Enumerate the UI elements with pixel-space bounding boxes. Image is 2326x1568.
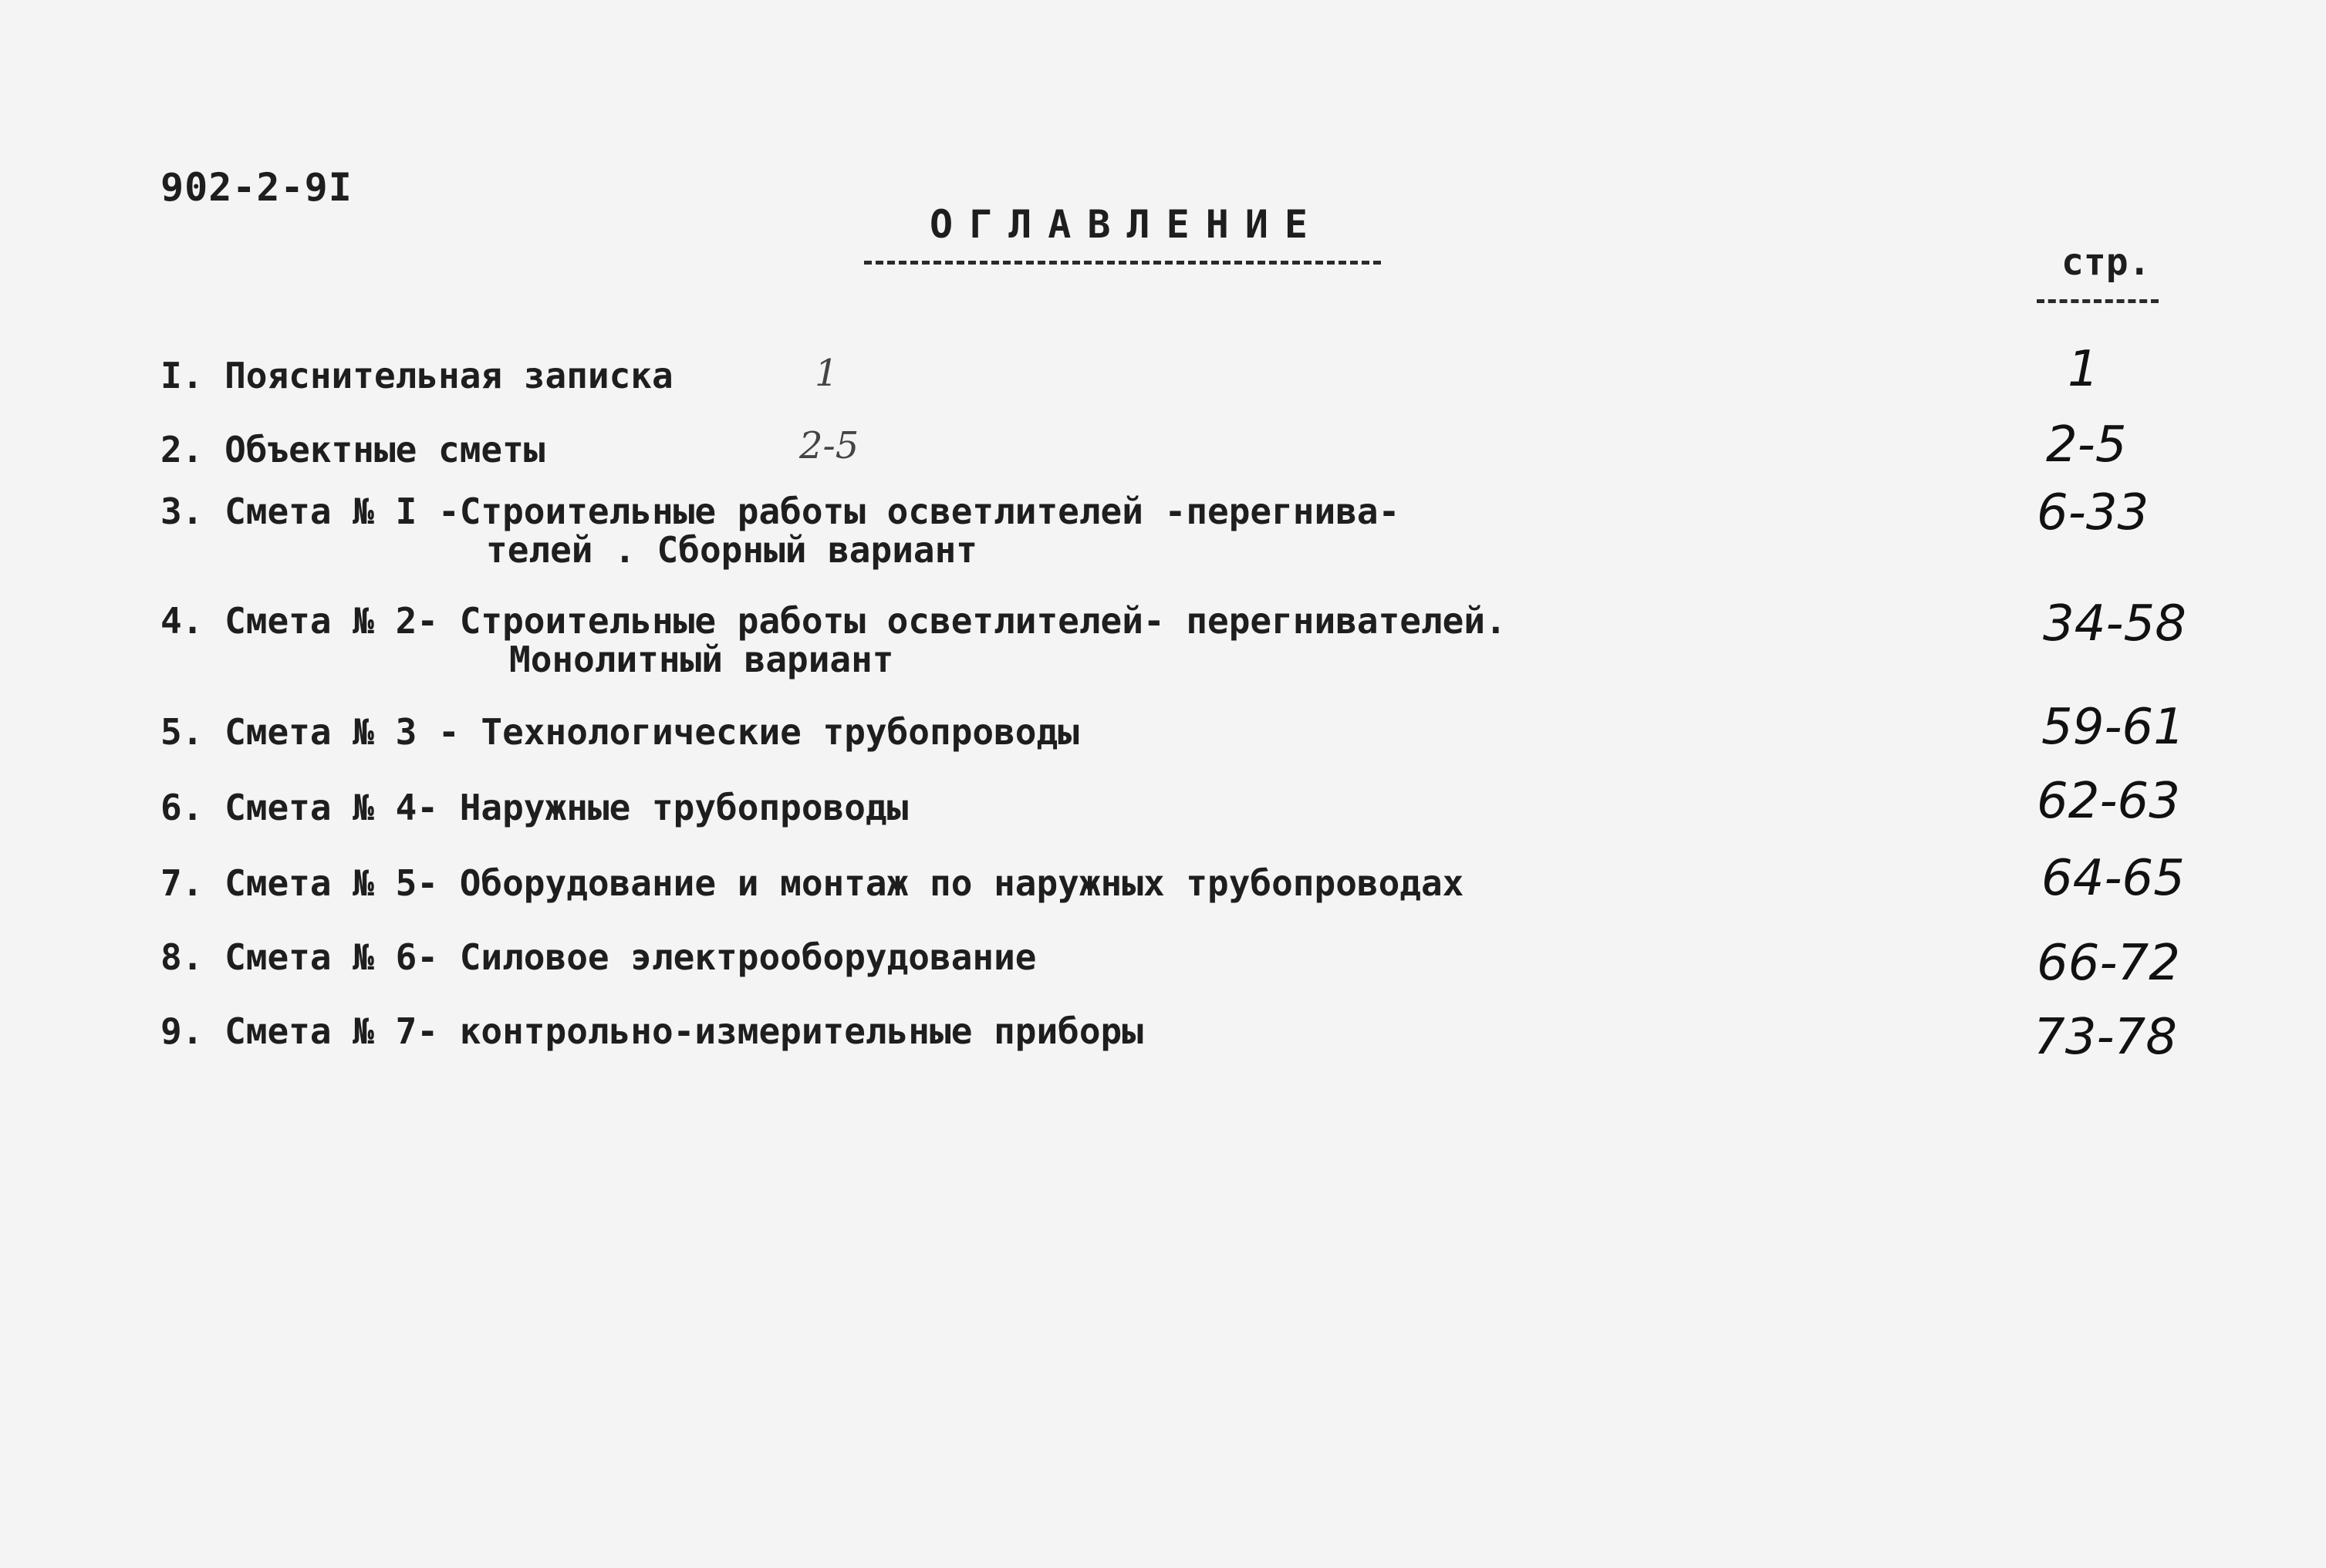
toc-entry [160,864,1463,902]
toc-entry-title: 3. Смета № I -Строительные работы осветлителей -перегнива- [160,491,1400,532]
page-column-header: стр. [2061,241,2151,284]
margin-note: 1 [815,352,839,395]
toc-entry-pages: 2-5 [2046,416,2127,474]
toc-entry-pages: 64-65 [2041,850,2185,907]
toc-entry-title: 4. Смета № 2- Строительные работы осветлителей- перегнивателей. [160,600,1507,642]
toc-entry-pages: 6-33 [2037,484,2149,541]
page-title: ОГЛАВЛЕНИЕ [930,202,1325,247]
toc-entry [160,938,1036,976]
toc-entry [160,1012,1143,1050]
toc-entry-title: 9. Смета № 7- контрольно-измерительные приборы [160,1010,1143,1052]
toc-entry-title: 6. Смета № 4- Наружные трубопроводы [160,787,909,828]
toc-entry-title-continued: Монолитный вариант [509,639,894,680]
toc-entry [160,602,1507,679]
toc-entry-title: I. Пояснительная записка [160,355,673,396]
margin-note: 2-5 [799,424,859,467]
toc-entry [160,492,1399,569]
toc-entry [160,788,908,827]
toc-entry-title-continued: телей . Сборный вариант [486,529,977,571]
toc-entry-title: 7. Смета № 5- Оборудование и монтаж по наружных трубопроводах [160,862,1464,904]
toc-entry-pages: 66-72 [2037,935,2180,992]
title-underline [864,261,1381,265]
toc-entry-pages: 59-61 [2041,699,2185,756]
toc-entry [160,713,1079,751]
toc-entry [160,430,545,469]
toc-entry-title: 2. Объектные сметы [160,429,545,470]
toc-entry-title: 5. Смета № 3 - Технологические трубопроводы [160,711,1079,753]
toc-entry [160,356,673,395]
toc-entry-pages: 34-58 [2043,595,2186,652]
toc-entry-pages: 1 [2068,341,2099,398]
document-code: 902-2-9I [160,165,353,210]
page-column-header-underline [2037,299,2159,303]
toc-entry-title: 8. Смета № 6- Силовое электрооборудование [160,936,1037,978]
toc-entry-pages: 62-63 [2037,773,2180,830]
toc-entry-pages: 73-78 [2034,1009,2177,1066]
